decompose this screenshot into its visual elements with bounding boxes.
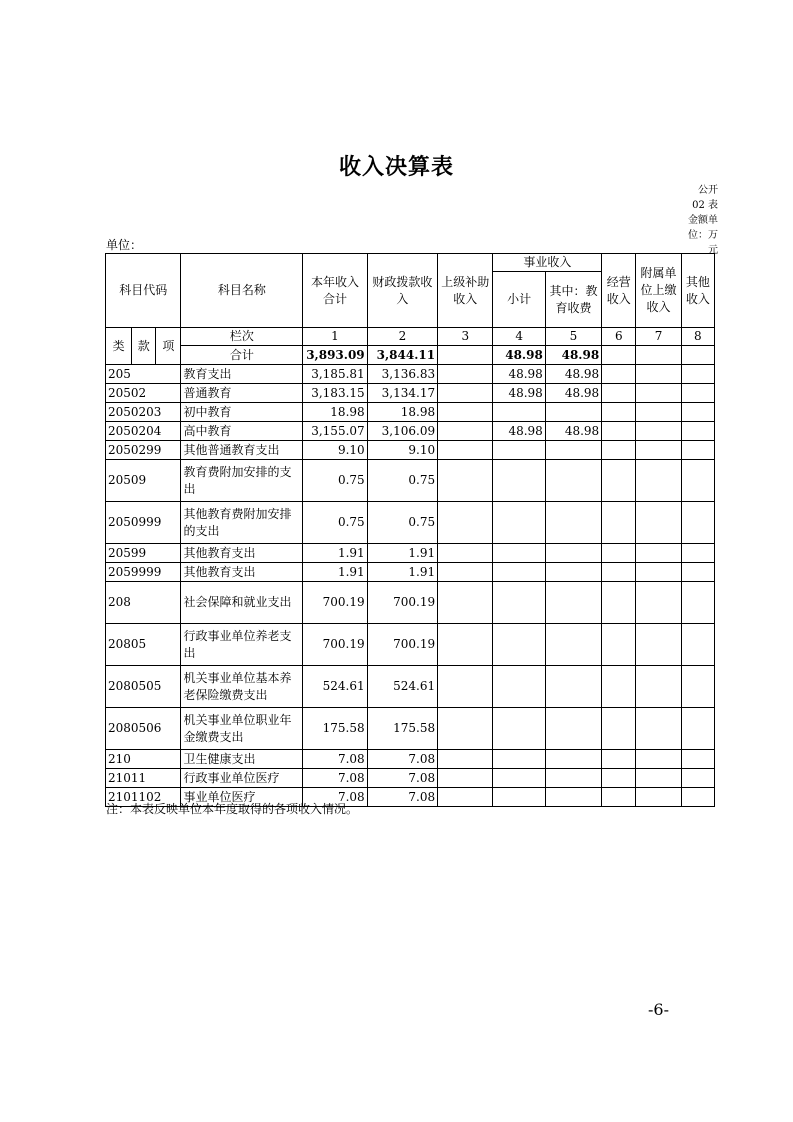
header-other: 其他收入 (681, 254, 714, 328)
row-value (636, 769, 681, 788)
row-value: 48.98 (545, 384, 601, 403)
row-value (493, 624, 545, 666)
table-row (106, 708, 715, 750)
row-value: 3,183.15 (303, 384, 367, 403)
corner-line: 公开 (698, 185, 718, 196)
row-name: 其他教育费附加安排的支出 (181, 502, 303, 544)
header-business-group: 事业收入 (493, 254, 602, 272)
row-value (602, 769, 636, 788)
row-code: 20509 (106, 460, 181, 502)
row-value (636, 563, 681, 582)
header-edu-fee: 其中：教育收费 (545, 272, 601, 328)
row-value: 7.08 (303, 769, 367, 788)
row-value: 3,185.81 (303, 365, 367, 384)
row-value (493, 788, 545, 807)
total-label: 合计 (181, 346, 303, 365)
row-name: 行政事业单位养老支出 (181, 624, 303, 666)
row-name: 初中教育 (181, 403, 303, 422)
header-kuan: 款 (132, 328, 156, 365)
table-id-note (680, 183, 718, 258)
row-value (602, 788, 636, 807)
row-value (493, 666, 545, 708)
income-table (105, 253, 715, 807)
row-value (545, 666, 601, 708)
table-row (106, 403, 715, 422)
total-cell: 48.98 (545, 346, 601, 365)
row-value (545, 502, 601, 544)
header-lanci: 栏次 (181, 328, 303, 346)
row-value (493, 544, 545, 563)
row-value (493, 460, 545, 502)
row-value (681, 365, 714, 384)
total-row (106, 346, 715, 365)
row-value (438, 441, 493, 460)
row-value: 3,136.83 (367, 365, 437, 384)
row-value (636, 441, 681, 460)
row-value: 700.19 (367, 582, 437, 624)
row-value (636, 544, 681, 563)
row-code: 2101102 (106, 788, 181, 807)
row-code: 208 (106, 582, 181, 624)
row-value (545, 403, 601, 422)
row-value: 3,155.07 (303, 422, 367, 441)
row-value (636, 422, 681, 441)
row-name: 社会保障和就业支出 (181, 582, 303, 624)
row-value (602, 563, 636, 582)
total-cell (602, 346, 636, 365)
row-value (681, 441, 714, 460)
row-value (438, 708, 493, 750)
row-value (602, 502, 636, 544)
row-value: 0.75 (367, 460, 437, 502)
row-value (636, 365, 681, 384)
header-name: 科目名称 (181, 254, 303, 328)
row-value (545, 544, 601, 563)
unit-label: 单位： (106, 238, 143, 252)
row-value (681, 666, 714, 708)
row-value (438, 422, 493, 441)
row-value (438, 788, 493, 807)
header-total: 本年收入合计 (303, 254, 367, 328)
row-code: 20502 (106, 384, 181, 403)
row-value (636, 666, 681, 708)
row-value (545, 769, 601, 788)
row-code: 20599 (106, 544, 181, 563)
row-value (545, 441, 601, 460)
row-value: 524.61 (367, 666, 437, 708)
row-value (545, 750, 601, 769)
row-value (602, 460, 636, 502)
table-row (106, 502, 715, 544)
page-title: 收入决算表 (338, 155, 454, 180)
row-value (438, 365, 493, 384)
col-num: 7 (636, 328, 681, 346)
col-num: 5 (545, 328, 601, 346)
row-value (545, 708, 601, 750)
row-code: 210 (106, 750, 181, 769)
table-row (106, 441, 715, 460)
col-num: 8 (681, 328, 714, 346)
table-row (106, 460, 715, 502)
header-lei: 类 (106, 328, 132, 365)
row-value (636, 788, 681, 807)
total-cell: 3,893.09 (303, 346, 367, 365)
header-row (106, 254, 715, 272)
row-value (493, 502, 545, 544)
row-value: 18.98 (367, 403, 437, 422)
row-value (681, 769, 714, 788)
row-value (681, 460, 714, 502)
row-code: 2050999 (106, 502, 181, 544)
row-value: 1.91 (303, 563, 367, 582)
row-name: 教育支出 (181, 365, 303, 384)
row-value: 48.98 (545, 365, 601, 384)
row-value (636, 582, 681, 624)
col-num: 4 (493, 328, 545, 346)
row-value: 48.98 (493, 384, 545, 403)
row-value: 7.08 (303, 750, 367, 769)
row-name: 行政事业单位医疗 (181, 769, 303, 788)
table-row (106, 365, 715, 384)
row-name: 教育费附加安排的支出 (181, 460, 303, 502)
corner-line: 位：万 (688, 230, 718, 241)
row-value (636, 750, 681, 769)
row-value (602, 624, 636, 666)
col-num: 3 (438, 328, 493, 346)
row-value (545, 582, 601, 624)
row-value (681, 544, 714, 563)
row-value: 175.58 (303, 708, 367, 750)
row-value (438, 666, 493, 708)
row-code: 2050203 (106, 403, 181, 422)
row-value (681, 708, 714, 750)
row-value (438, 403, 493, 422)
total-cell: 48.98 (493, 346, 545, 365)
row-value (545, 624, 601, 666)
row-value (493, 750, 545, 769)
row-value (438, 563, 493, 582)
row-code: 2080505 (106, 666, 181, 708)
row-value (602, 750, 636, 769)
corner-line: 元 (708, 245, 718, 256)
row-value: 18.98 (303, 403, 367, 422)
row-value: 7.08 (303, 788, 367, 807)
col-num: 2 (367, 328, 437, 346)
table-row (106, 422, 715, 441)
row-code: 2080506 (106, 708, 181, 750)
row-value: 7.08 (367, 788, 437, 807)
total-cell: 3,844.11 (367, 346, 437, 365)
header-fiscal: 财政拨款收入 (367, 254, 437, 328)
row-name: 其他教育支出 (181, 544, 303, 563)
row-value: 9.10 (367, 441, 437, 460)
row-value (636, 460, 681, 502)
row-value (602, 422, 636, 441)
column-number-row (106, 328, 715, 346)
row-value (602, 441, 636, 460)
row-value (602, 384, 636, 403)
row-value (602, 582, 636, 624)
table-row (106, 582, 715, 624)
total-cell (438, 346, 493, 365)
row-value (636, 403, 681, 422)
row-value: 1.91 (367, 563, 437, 582)
row-value (493, 441, 545, 460)
row-code: 20805 (106, 624, 181, 666)
row-code: 2050299 (106, 441, 181, 460)
row-value (681, 384, 714, 403)
total-cell (681, 346, 714, 365)
row-value (681, 582, 714, 624)
table-row (106, 666, 715, 708)
total-cell (636, 346, 681, 365)
row-value: 1.91 (367, 544, 437, 563)
row-value (636, 502, 681, 544)
row-value: 700.19 (303, 624, 367, 666)
corner-line: 02 表 (692, 200, 718, 211)
header-superior: 上级补助收入 (438, 254, 493, 328)
row-code: 21011 (106, 769, 181, 788)
row-value (681, 422, 714, 441)
row-value (681, 403, 714, 422)
table-row (106, 769, 715, 788)
row-name: 高中教育 (181, 422, 303, 441)
row-value: 7.08 (367, 750, 437, 769)
row-value: 524.61 (303, 666, 367, 708)
header-operating: 经营收入 (602, 254, 636, 328)
row-value (493, 708, 545, 750)
row-value: 0.75 (367, 502, 437, 544)
row-value: 0.75 (303, 460, 367, 502)
row-value (681, 502, 714, 544)
row-name: 机关事业单位基本养老保险缴费支出 (181, 666, 303, 708)
row-name: 普通教育 (181, 384, 303, 403)
row-value: 48.98 (493, 365, 545, 384)
row-value (493, 769, 545, 788)
row-value: 48.98 (493, 422, 545, 441)
row-name: 事业单位医疗 (181, 788, 303, 807)
row-value: 3,106.09 (367, 422, 437, 441)
header-code: 科目代码 (106, 254, 181, 328)
row-name: 其他普通教育支出 (181, 441, 303, 460)
row-value (602, 708, 636, 750)
table-row (106, 750, 715, 769)
row-value: 9.10 (303, 441, 367, 460)
row-value (438, 544, 493, 563)
header-xiang: 项 (156, 328, 181, 365)
header-subtotal: 小计 (493, 272, 545, 328)
footnote: 注：本表反映单位本年度取得的各项收入情况。 (106, 802, 359, 816)
page-number: -6- (648, 1000, 669, 1019)
row-value: 7.08 (367, 769, 437, 788)
row-value (602, 365, 636, 384)
row-code: 2050204 (106, 422, 181, 441)
row-name: 卫生健康支出 (181, 750, 303, 769)
row-name: 机关事业单位职业年金缴费支出 (181, 708, 303, 750)
table-row (106, 624, 715, 666)
row-value: 700.19 (303, 582, 367, 624)
row-value (438, 750, 493, 769)
row-value (545, 788, 601, 807)
row-value (493, 563, 545, 582)
header-affiliated: 附属单位上缴收入 (636, 254, 681, 328)
row-value (602, 666, 636, 708)
row-value (681, 624, 714, 666)
row-value (545, 563, 601, 582)
row-name: 其他教育支出 (181, 563, 303, 582)
row-code: 205 (106, 365, 181, 384)
row-value: 700.19 (367, 624, 437, 666)
row-value: 175.58 (367, 708, 437, 750)
row-value (438, 460, 493, 502)
row-value (438, 502, 493, 544)
row-value (636, 624, 681, 666)
row-value: 0.75 (303, 502, 367, 544)
row-value (545, 460, 601, 502)
row-value (438, 384, 493, 403)
row-value (438, 624, 493, 666)
row-value (493, 582, 545, 624)
col-num: 1 (303, 328, 367, 346)
row-value (602, 544, 636, 563)
table-row (106, 544, 715, 563)
row-value (636, 384, 681, 403)
row-value (681, 750, 714, 769)
row-value (602, 403, 636, 422)
row-value (681, 563, 714, 582)
row-value (493, 403, 545, 422)
row-value: 48.98 (545, 422, 601, 441)
row-value (681, 788, 714, 807)
table-row (106, 563, 715, 582)
table-row (106, 384, 715, 403)
row-value (438, 582, 493, 624)
col-num: 6 (602, 328, 636, 346)
row-value (438, 769, 493, 788)
row-code: 2059999 (106, 563, 181, 582)
row-value (636, 708, 681, 750)
row-value: 3,134.17 (367, 384, 437, 403)
corner-line: 金额单 (688, 215, 718, 226)
row-value: 1.91 (303, 544, 367, 563)
